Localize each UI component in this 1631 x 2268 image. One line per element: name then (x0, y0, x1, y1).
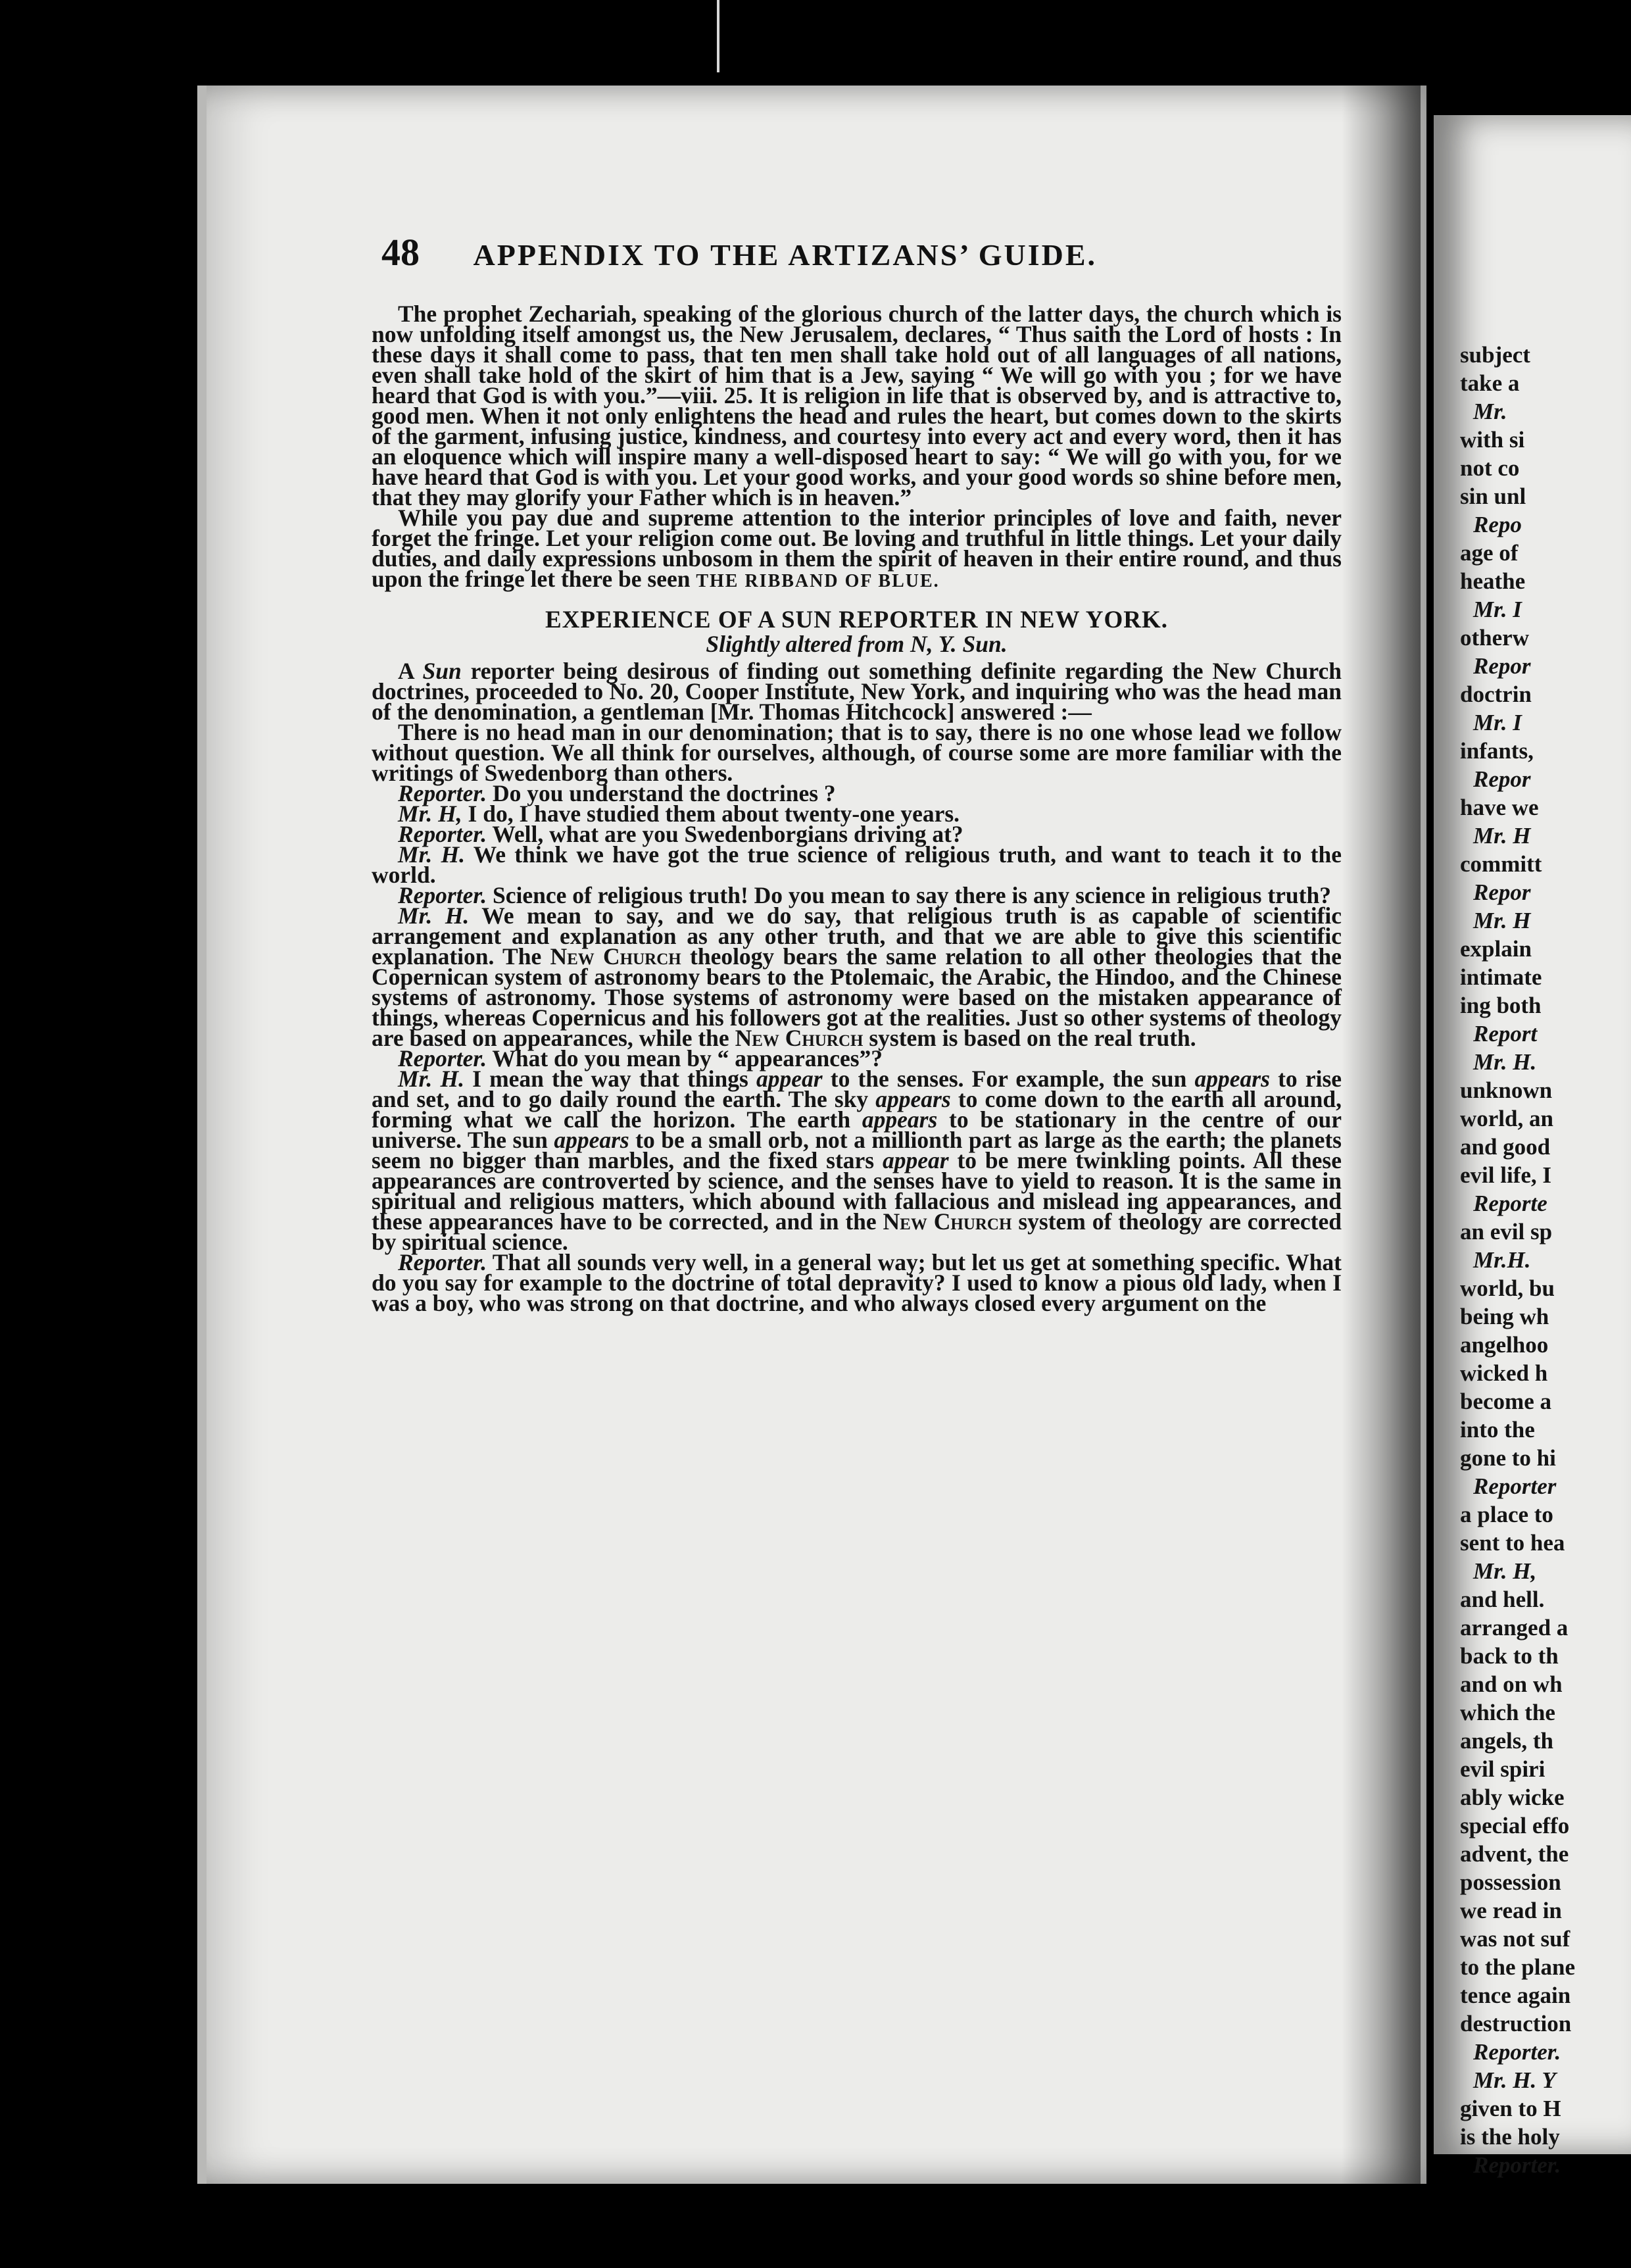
facing-page-line: into the (1460, 1417, 1535, 1442)
line-text: to rise and set, and to go daily round the earth. The sky (372, 1066, 1342, 1112)
speaker-mr-h: Mr. H. (398, 902, 470, 929)
facing-page-line: ably wicke (1460, 1785, 1565, 1810)
facing-page-line: and hell. (1460, 1587, 1545, 1612)
facing-page-line: wicked h (1460, 1360, 1548, 1386)
intro-paragraph-2 (372, 505, 1342, 592)
page-number: 48 (381, 231, 420, 274)
line-text: to the senses. For example, the sun (830, 1066, 1187, 1092)
line-text: system is based on the real truth. (869, 1025, 1196, 1051)
facing-page-line: doctrin (1460, 681, 1532, 707)
facing-page-line: and on wh (1460, 1671, 1563, 1697)
facing-page-line: and good (1460, 1134, 1551, 1160)
facing-page-line: heathe (1460, 568, 1526, 594)
facing-page-line: Repo (1473, 512, 1522, 537)
facing-page-line: take a (1460, 370, 1520, 396)
speaker-reporter: Reporter. (398, 1249, 487, 1275)
line-text: We mean to say, and we do say, that religious truth is as capable of scientific arrangement and explanation as any other truth, and that we are able to give this scientific explanation. The (372, 902, 1342, 970)
intro-paragraph-2-text: While you pay due and supreme attention to the interior principles of love and faith, never forget the fringe. Let your religion come out. Be loving and truthful in little things. Let your daily duties, and daily expressions unbosom in them the spirit of heaven in their entire round, and thus upon the fringe let there be seen (372, 505, 1342, 592)
line-text: to be mere twinkling points. All these appearances are controverted by science, and the senses have to yield to reason. It is the same in spiritual and religious matters, which abound with fallacious and mislead ing appearances, and these appearances have to be corrected, and in the (372, 1147, 1342, 1235)
facing-page-line: tence again (1460, 1983, 1571, 2008)
speaker-reporter: Reporter. (398, 821, 487, 847)
emphasis-appears: appears (554, 1127, 629, 1153)
facing-page-line: angelhoo (1460, 1332, 1549, 1358)
speaker-reporter: Reporter. (398, 1045, 487, 1072)
facing-page-line: angels, th (1460, 1728, 1553, 1754)
line-text: system of theology are corrected by spiritual science. (372, 1208, 1342, 1255)
line-text: We think we have got the true science of religious truth, and want to teach it to the world. (372, 841, 1342, 888)
facing-page-line: Mr. I (1473, 597, 1522, 622)
facing-page-line: Reporter. (1473, 2039, 1561, 2065)
facing-page-line: age of (1460, 540, 1519, 566)
facing-page-line: world, an (1460, 1106, 1553, 1131)
new-church-term: New Church (550, 943, 681, 970)
facing-page-line: Reporter (1473, 1473, 1557, 1499)
facing-page-line: Mr. I (1473, 710, 1522, 735)
article-intro (372, 658, 1342, 725)
emphasis-appears: appears (862, 1106, 938, 1133)
line-text: theology bears the same relation to all other theologies that the Copernican system of astronomy bears to the Ptolemaic, the Arabic, the Hindoo, and the Chinese systems of astronomy. Those systems of astronomy were based on the mistaken appearance of things, whereas Copernicus and his followers got at the realities. Just so other systems of theology are based on appearances, while the (372, 943, 1342, 1051)
facing-page-line: Report (1473, 1021, 1538, 1047)
facing-page-line: was not suf (1460, 1926, 1570, 1952)
line-text: Well, what are you Swedenborgians driving at? (492, 821, 963, 847)
facing-page-line: gone to hi (1460, 1445, 1556, 1471)
new-church-term: New Church (735, 1025, 864, 1051)
running-title: APPENDIX TO THE ARTIZANS’ GUIDE. (473, 238, 1098, 272)
dialogue-line-6 (372, 902, 1342, 1051)
line-text: I do, I have studied them about twenty-one years. (468, 801, 960, 827)
facing-page-line: we read in (1460, 1898, 1562, 1923)
facing-page-line: Reporte (1473, 1191, 1547, 1216)
line-text: to be a small orb, not a millionth part as large as the earth; the planets seem no bigger than marbles, and the fixed stars (372, 1127, 1342, 1173)
line-text: to be stationary in the centre of our universe. The sun (372, 1106, 1342, 1153)
speaker-mr-h: Mr. H. (398, 1066, 464, 1092)
facing-page-line: evil life, I (1460, 1162, 1551, 1188)
line-text: Science of religious truth! Do you mean to say there is any science in religious truth? (492, 882, 1331, 908)
line-text: Do you understand the doctrines ? (492, 780, 836, 806)
facing-page-line: ing both (1460, 993, 1542, 1018)
facing-page-line: Mr. (1473, 399, 1507, 424)
facing-page-line: unknown (1460, 1077, 1553, 1103)
sun-word: Sun (422, 658, 462, 684)
facing-page-line: Mr. H, (1473, 1558, 1537, 1584)
facing-page-line: infants, (1460, 738, 1534, 764)
facing-page-line: sent to hea (1460, 1530, 1565, 1556)
page-header (381, 230, 1342, 274)
facing-page-line: Repor (1473, 766, 1531, 792)
facing-page-line: Mr. H (1473, 823, 1531, 849)
emphasis-appear: appear (883, 1147, 949, 1173)
line-text: to come down to the earth all around, forming what we call the horizon. The earth (372, 1086, 1342, 1133)
facing-page-line: intimate (1460, 964, 1542, 990)
gutter-shadow (1342, 86, 1421, 2184)
facing-page-line: which the (1460, 1700, 1555, 1725)
speaker-reporter: Reporter. (398, 780, 487, 806)
facing-page-line: an evil sp (1460, 1219, 1553, 1245)
facing-page-line: Mr. H. Y (1473, 2067, 1556, 2093)
facing-page-line: subject (1460, 342, 1530, 368)
facing-page-line: special effo (1460, 1813, 1570, 1838)
facing-page-line: otherw (1460, 625, 1529, 651)
intro-lead: A (398, 658, 414, 684)
facing-page-line: committ (1460, 851, 1542, 877)
dialogue-line-4 (372, 841, 1342, 888)
intro-text: reporter being desirous of finding out something definite regarding the New Church doctrines, proceeded to No. 20, Cooper Institute, New York, and inquiring who was the head man of the denomination, a gentleman [Mr. Thomas Hitchcock] answered :— (372, 658, 1342, 725)
line-text: That all sounds very well, in a general way; but let us get at something specific. What do you say for example to the doctrine of total depravity? I used to know a pious old lady, when I was a boy, who was strong on that doctrine, and who always closed every argument on the (372, 1249, 1342, 1316)
facing-page-line: Mr. H. (1473, 1049, 1537, 1075)
speaker-reporter: Reporter. (398, 882, 487, 908)
facing-page-line: Repor (1473, 879, 1531, 905)
facing-page-line: Mr. H (1473, 908, 1531, 933)
speaker-mr-h: Mr. H, (398, 801, 462, 827)
facing-page-line: being wh (1460, 1304, 1549, 1329)
article-subheading: Slightly altered from N, Y. Sun. (706, 631, 1008, 657)
line-text: What do you mean by “ appearances”? (492, 1045, 883, 1072)
page-body (372, 301, 1342, 1316)
facing-page-line: back to th (1460, 1643, 1559, 1669)
facing-page-line: explain (1460, 936, 1532, 962)
facing-page-line: have we (1460, 795, 1539, 820)
head-man-answer: There is no head man in our denomination; that is to say, there is no one whose lead we follow without question. We all think for ourselves, although, of course some are more familiar with the writings of Swedenborg than others. (372, 719, 1342, 786)
hanging-thread (717, 0, 719, 72)
facing-page-line: Mr.H. (1473, 1247, 1531, 1273)
facing-page-line: given to H (1460, 2096, 1561, 2121)
facing-page-line: become a (1460, 1389, 1551, 1414)
line-text: I mean the way that things (472, 1066, 748, 1092)
facing-page-line: world, bu (1460, 1275, 1555, 1301)
facing-page-line: to the plane (1460, 1954, 1575, 1980)
dialogue-line-9 (372, 1249, 1342, 1316)
dialogue-line-8 (372, 1066, 1342, 1255)
facing-page-line: Reporter. (1473, 2152, 1561, 2178)
facing-page-line: sin unl (1460, 483, 1526, 509)
facing-page-line: Repor (1473, 653, 1531, 679)
facing-page-line: advent, the (1460, 1841, 1569, 1867)
emphasis-appears: appears (1194, 1066, 1270, 1092)
facing-page-line: not co (1460, 455, 1520, 481)
facing-page-line: a place to (1460, 1502, 1553, 1527)
facing-page-line: with si (1460, 427, 1525, 453)
facing-page-line: arranged a (1460, 1615, 1569, 1640)
facing-page-line: is the holy (1460, 2124, 1560, 2150)
facing-page (1434, 115, 1631, 2178)
facing-page-line: destruction (1460, 2011, 1572, 2036)
emphasis-appears: appears (875, 1086, 951, 1112)
ribband-of-blue: THE RIBBAND OF BLUE. (696, 571, 940, 591)
speaker-mr-h: Mr. H. (398, 841, 466, 868)
emphasis-appear: appear (756, 1066, 823, 1092)
intro-paragraph-1: The prophet Zechariah, speaking of the glorious church of the latter days, the church which is now unfolding itself amongst us, the New Jerusalem, declares, “ Thus saith the Lord of hosts : In these days it shall come to pass, that ten men shall take hold out of all languages of all nations, even shall take hold of the skirt of him that is a Jew, saying “ We will go with you ; for we have heard that God is with you.”—viii. 25. It is religion in life that is observed by, and is attractive to, good men. When it not only enlightens the head and rules the heart, but comes down to the skirts of the garment, infusing justice, kindness, and courtesy into every act and every word, then it has an eloquence which will inspire many a well-disposed heart to say: “ We will go with you, for we have heard that God is with you. Let your good works, and your good words so shine before men, that they may glorify your Father which is in heaven.” (372, 301, 1342, 510)
facing-page-line: evil spiri (1460, 1756, 1546, 1782)
new-church-term: New Church (883, 1208, 1012, 1235)
article-heading: EXPERIENCE OF A SUN REPORTER IN NEW YORK. (545, 606, 1168, 633)
facing-page-line: possession (1460, 1869, 1561, 1895)
